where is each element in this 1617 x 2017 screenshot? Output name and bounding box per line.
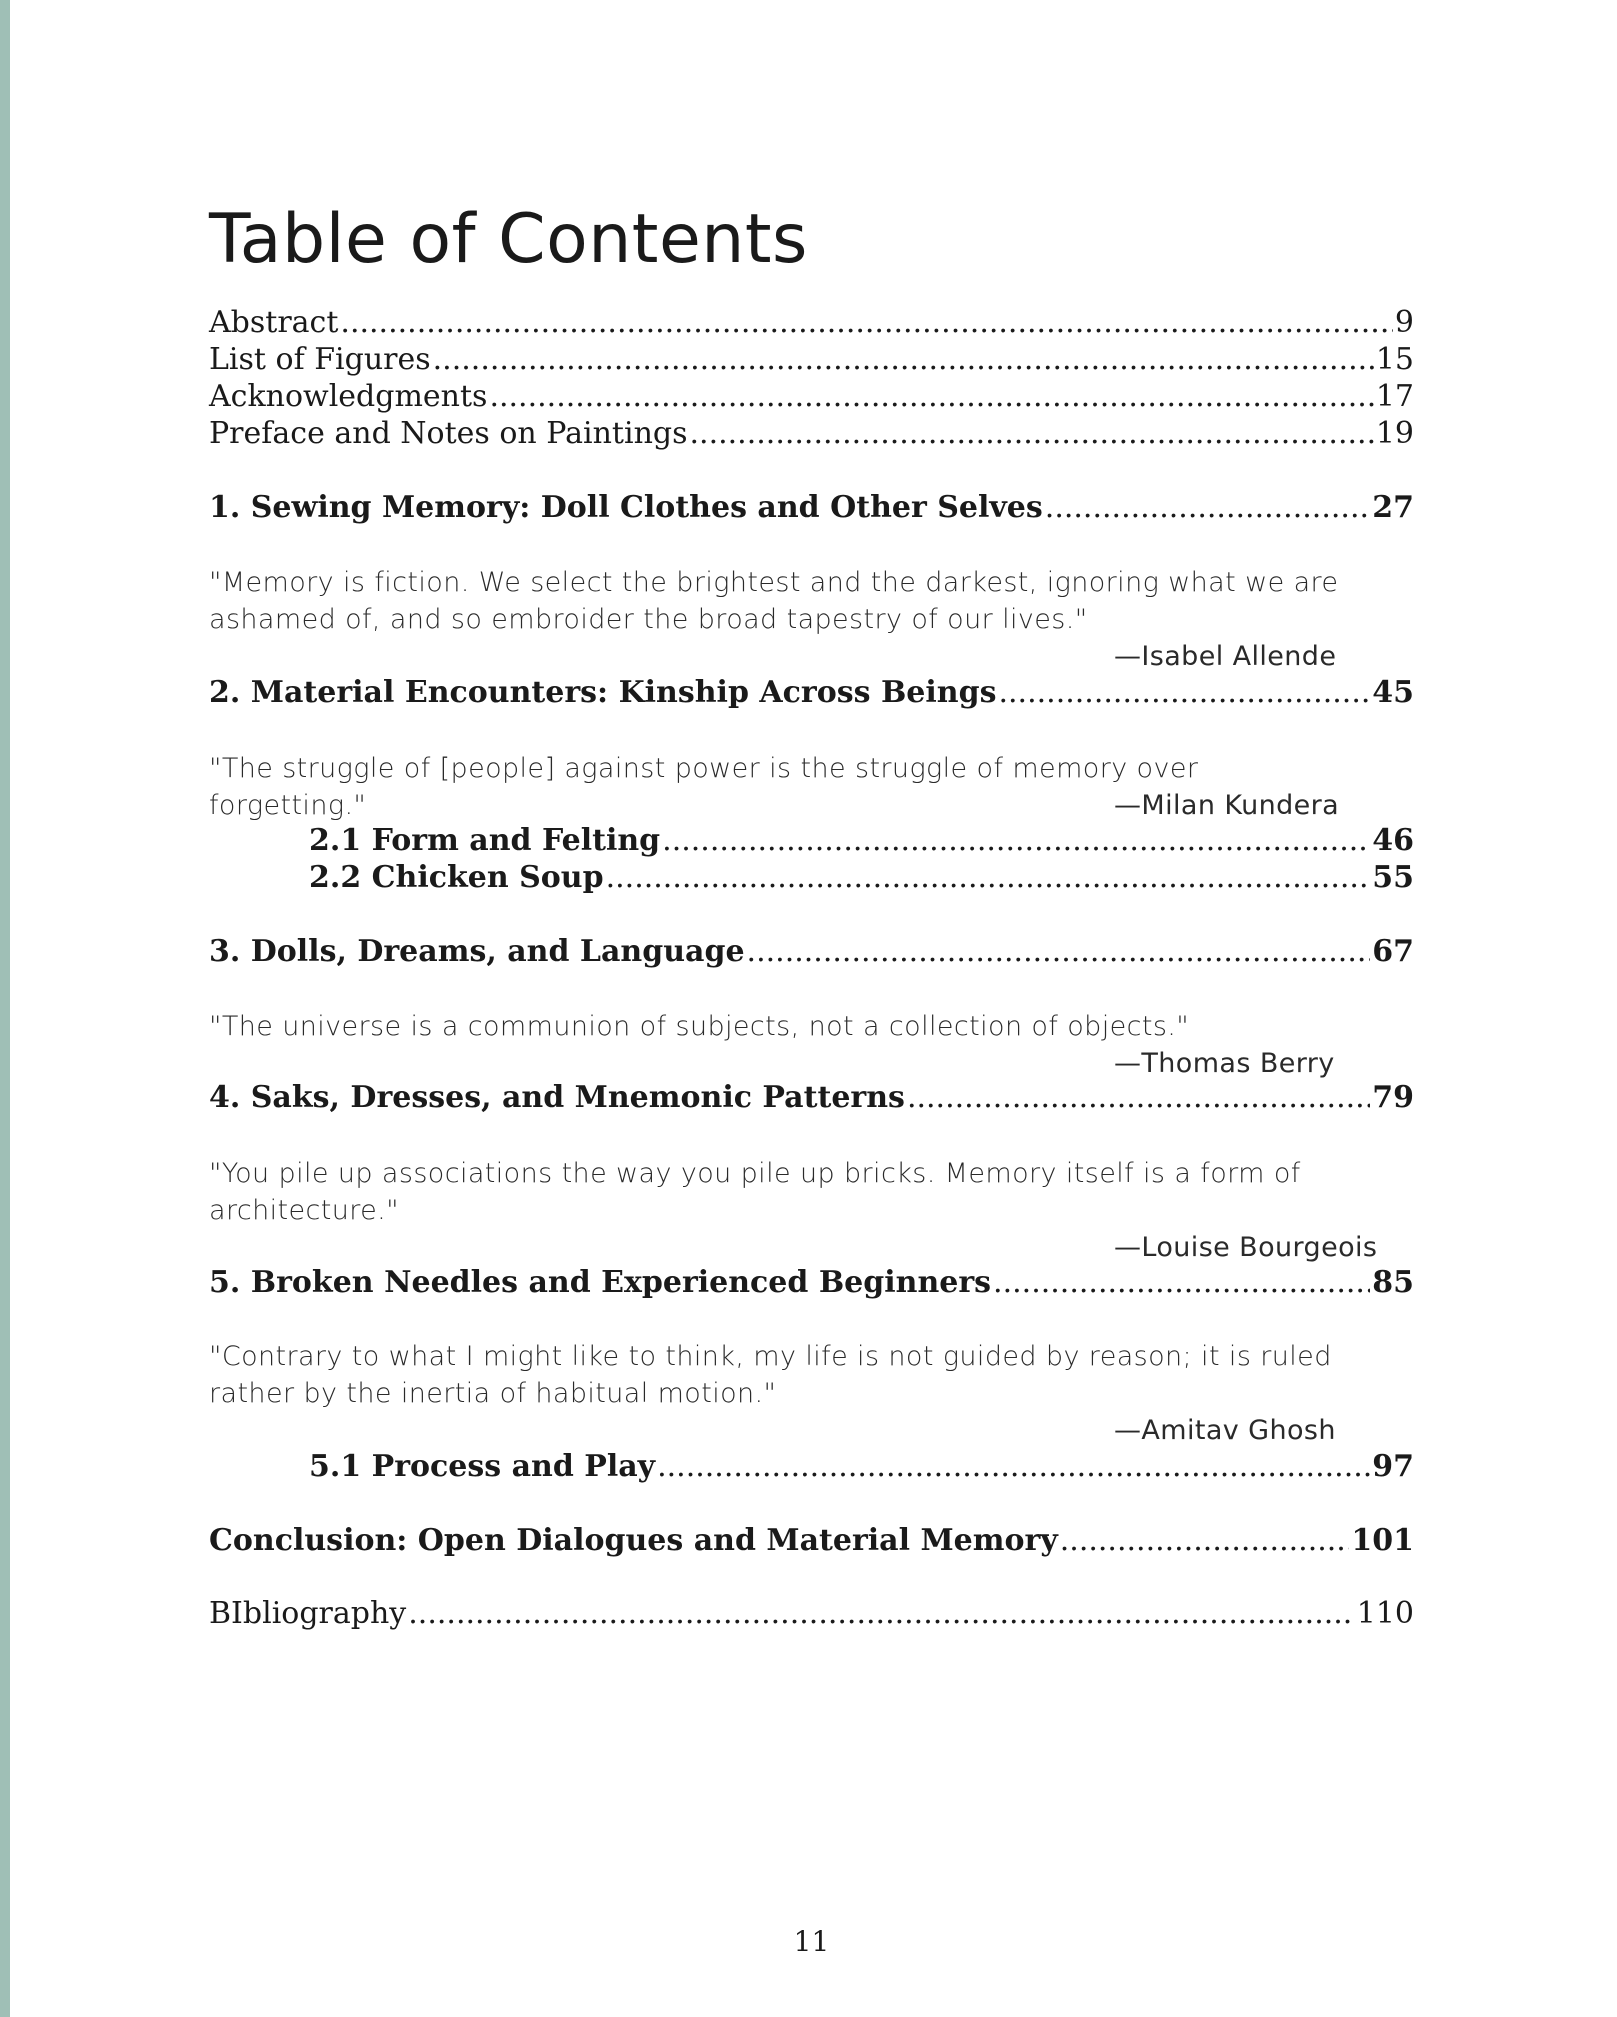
dot-leader	[433, 340, 1374, 380]
dot-leader	[408, 1594, 1354, 1634]
dot-leader	[662, 821, 1370, 861]
toc-entry-section-5-1[interactable]	[209, 1447, 1414, 1487]
toc-entry-page: 46	[1372, 823, 1414, 858]
epigraph-attribution: —Milan Kundera	[1114, 790, 1340, 821]
toc-entry-label: 5. Broken Needles and Experienced Beginners	[209, 1265, 992, 1300]
dot-leader	[1045, 488, 1370, 528]
toc-entry-label: 4. Saks, Dresses, and Mnemonic Patterns	[209, 1080, 905, 1115]
dot-leader	[690, 414, 1374, 454]
toc-entry-label: 2.1 Form and Felting	[309, 823, 661, 858]
epigraph-attribution: —Louise Bourgeois	[1114, 1232, 1378, 1263]
toc-entry-page: 55	[1372, 860, 1414, 895]
dot-leader	[747, 932, 1371, 972]
toc-entry-label: 3. Dolls, Dreams, and Language	[209, 934, 745, 969]
toc-entry-page: 17	[1375, 379, 1414, 414]
dot-leader	[606, 858, 1371, 898]
toc-entry-chapter-2[interactable]	[209, 673, 1414, 713]
toc-entry-list-of-figures[interactable]	[209, 340, 1414, 380]
dot-leader	[489, 377, 1373, 417]
toc-entry-chapter-5[interactable]	[209, 1263, 1414, 1303]
page-title: Table of Contents	[209, 200, 808, 279]
toc-entry-preface[interactable]	[209, 414, 1414, 454]
toc-entry-label: 2. Material Encounters: Kinship Across Beings	[209, 675, 997, 710]
dot-leader	[907, 1078, 1370, 1118]
dot-leader	[993, 1263, 1370, 1303]
side-color-band	[0, 0, 10, 2017]
toc-entry-label: Abstract	[209, 305, 339, 340]
toc-entry-abstract[interactable]	[209, 303, 1414, 343]
toc-entry-page: 110	[1356, 1596, 1414, 1631]
toc-entry-label: 2.2 Chicken Soup	[309, 860, 604, 895]
toc-entry-label: Conclusion: Open Dialogues and Material Memory	[209, 1523, 1058, 1558]
dot-leader	[657, 1447, 1370, 1487]
dot-leader	[998, 673, 1370, 713]
toc-entry-page: 97	[1372, 1449, 1414, 1484]
dot-leader	[1060, 1521, 1350, 1561]
toc-entry-label: Preface and Notes on Paintings	[209, 416, 688, 451]
page-number: 11	[793, 1925, 830, 1958]
epigraph-quote: "Contrary to what I might like to think, my life is not guided by reason; it is ruled rather by the inertia of habitual motion."	[209, 1341, 1332, 1409]
epigraph-attribution: —Isabel Allende	[1114, 641, 1337, 672]
epigraph-quote: "Memory is fiction. We select the brightest and the darkest, ignoring what we are ashamed of, and so embroider the broad tapestry of our lives."	[209, 567, 1339, 635]
epigraph-quote: "The universe is a communion of subjects, not a collection of objects."	[209, 1011, 1190, 1042]
toc-entry-label: BIbliography	[209, 1596, 407, 1631]
toc-entry-page: 67	[1372, 934, 1414, 969]
toc-entry-page: 101	[1351, 1523, 1414, 1558]
epigraph-attribution: —Thomas Berry	[1114, 1048, 1335, 1079]
toc-entry-page: 19	[1375, 416, 1414, 451]
toc-entry-acknowledgments[interactable]	[209, 377, 1414, 417]
toc-entry-chapter-4[interactable]	[209, 1078, 1414, 1118]
toc-entry-label: 1. Sewing Memory: Doll Clothes and Other Selves	[209, 490, 1043, 525]
dot-leader	[340, 303, 1393, 343]
toc-entry-page: 27	[1372, 490, 1414, 525]
toc-entry-page: 15	[1375, 342, 1414, 377]
epigraph-quote: "The struggle of [people] against power is the struggle of memory over forgetting."	[209, 753, 1199, 821]
toc-entry-page: 9	[1394, 305, 1414, 340]
toc-entry-page: 45	[1372, 675, 1414, 710]
toc-entry-label: Acknowledgments	[209, 379, 488, 414]
toc-entry-chapter-3[interactable]	[209, 932, 1414, 972]
toc-entry-page: 79	[1372, 1080, 1414, 1115]
toc-entry-chapter-1[interactable]	[209, 488, 1414, 528]
toc-entry-section-2-1[interactable]	[209, 821, 1414, 861]
toc-entry-conclusion[interactable]	[209, 1521, 1414, 1561]
toc-entry-label: List of Figures	[209, 342, 431, 377]
toc-entry-section-2-2[interactable]	[209, 858, 1414, 898]
epigraph-quote: "You pile up associations the way you pile up bricks. Memory itself is a form of architecture."	[209, 1158, 1301, 1226]
toc-entry-label: 5.1 Process and Play	[309, 1449, 656, 1484]
epigraph-attribution: —Amitav Ghosh	[1114, 1415, 1336, 1446]
toc-entry-page: 85	[1372, 1265, 1414, 1300]
toc-page	[209, 0, 1414, 2017]
toc-entry-bibliography[interactable]	[209, 1594, 1414, 1634]
